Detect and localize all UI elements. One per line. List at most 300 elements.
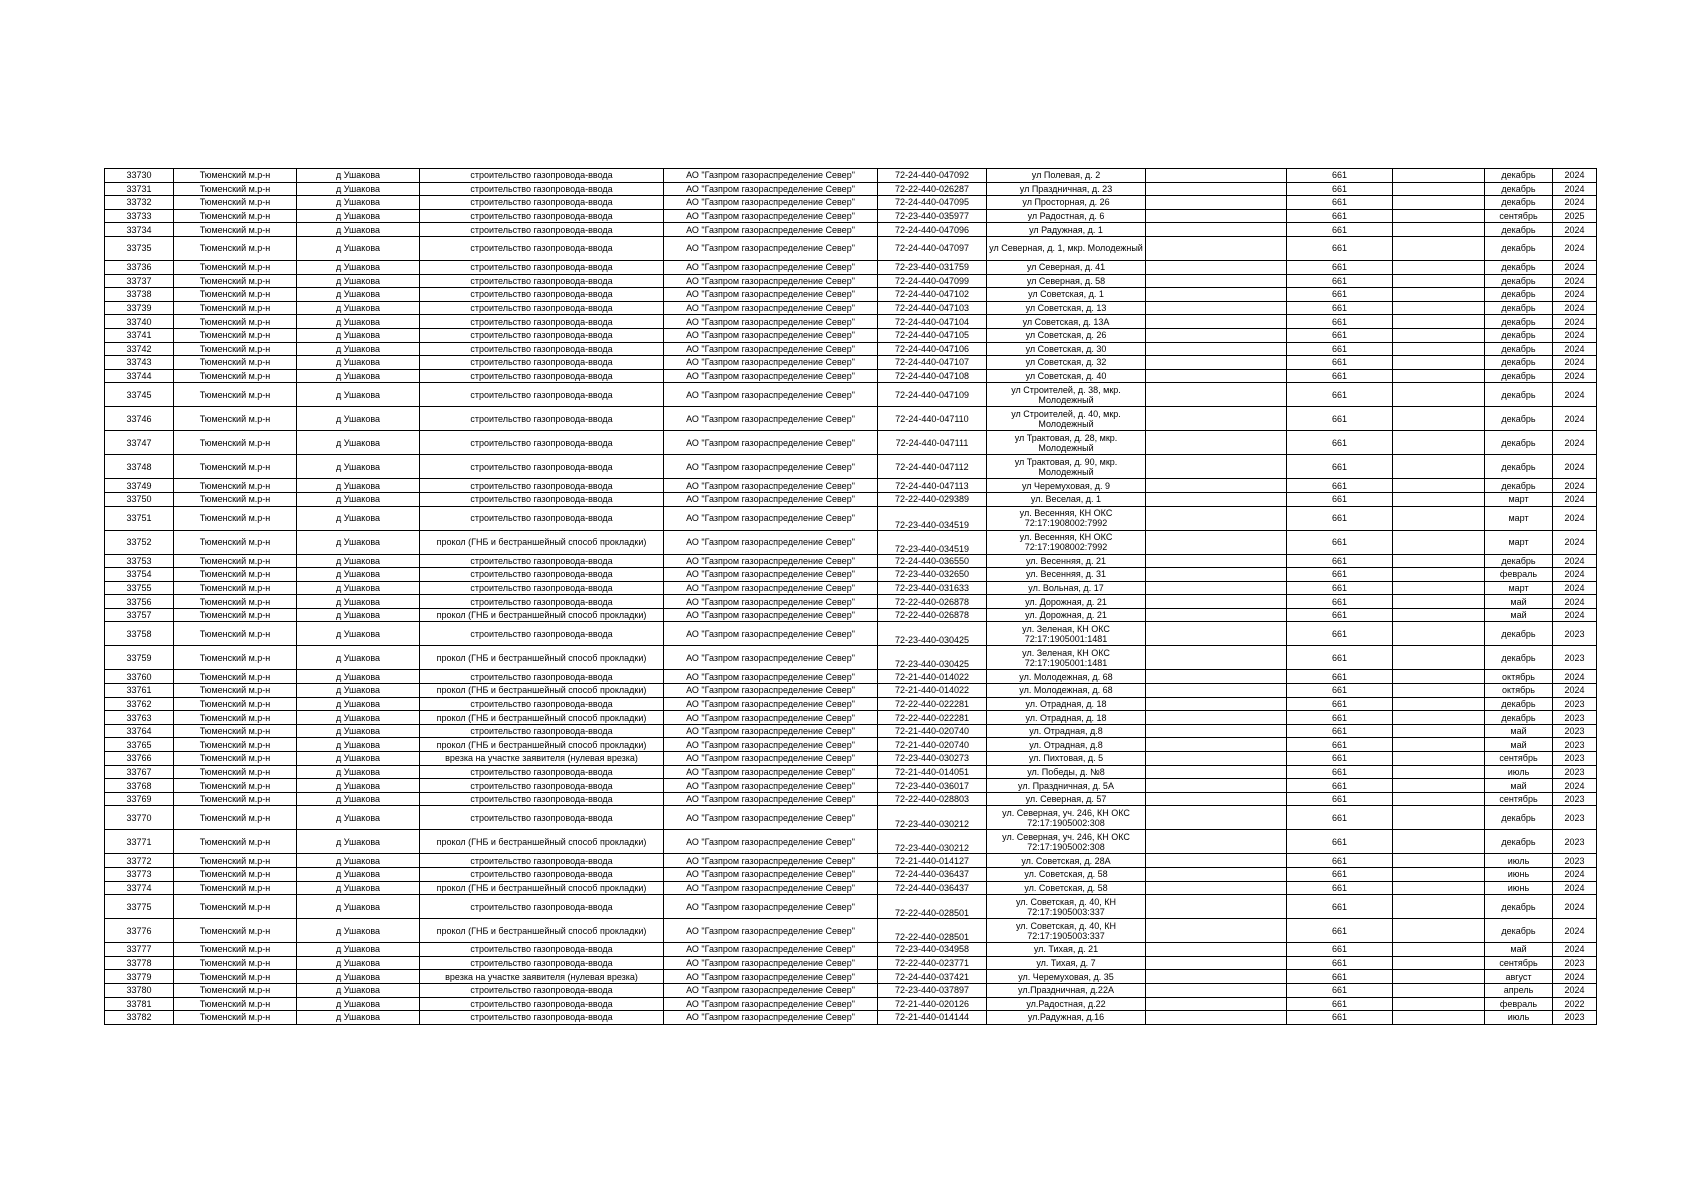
empty-cell [1146,881,1287,895]
cadastral-number-cell: 72-24-440-047102 [878,288,987,302]
empty-cell [1146,506,1287,530]
district-cell: Тюменский м.р-н [174,568,297,582]
table-row [105,868,1597,882]
table-row [105,479,1597,493]
empty-cell [1146,684,1287,698]
work-type-cell: строительство газопровода-ввода [420,383,664,407]
work-type-cell: строительство газопровода-ввода [420,581,664,595]
row-number-cell: 33777 [105,943,174,957]
locality-cell: д Ушакова [297,383,420,407]
empty-cell [1146,752,1287,766]
address-cell: ул. Пихтовая, д. 5 [987,752,1146,766]
month-cell: декабрь [1485,455,1553,479]
cadastral-number-cell: 72-22-440-026878 [878,595,987,609]
table-row [105,646,1597,670]
work-type-cell: строительство газопровода-ввода [420,479,664,493]
organization-cell: АО "Газпром газораспределение Север" [664,455,878,479]
empty-cell [1146,301,1287,315]
district-cell: Тюменский м.р-н [174,752,297,766]
empty-cell [1146,455,1287,479]
row-number-cell: 33764 [105,724,174,738]
year-cell: 2024 [1553,943,1597,957]
row-number-cell: 33740 [105,315,174,329]
code-cell: 661 [1287,554,1393,568]
table-row [105,455,1597,479]
row-number-cell: 33748 [105,455,174,479]
locality-cell: д Ушакова [297,881,420,895]
locality-cell: д Ушакова [297,943,420,957]
organization-cell: АО "Газпром газораспределение Север" [664,301,878,315]
locality-cell: д Ушакова [297,919,420,943]
work-type-cell: строительство газопровода-ввода [420,274,664,288]
empty-cell [1393,407,1485,431]
organization-cell: АО "Газпром газораспределение Север" [664,956,878,970]
empty-cell [1146,568,1287,582]
district-cell: Тюменский м.р-н [174,356,297,370]
year-cell: 2024 [1553,568,1597,582]
locality-cell: д Ушакова [297,956,420,970]
empty-cell [1393,779,1485,793]
code-cell: 661 [1287,274,1393,288]
organization-cell: АО "Газпром газораспределение Север" [664,779,878,793]
district-cell: Тюменский м.р-н [174,997,297,1011]
cadastral-number-cell: 72-22-440-026878 [878,608,987,622]
organization-cell: АО "Газпром газораспределение Север" [664,581,878,595]
cadastral-number-cell: 72-23-440-034958 [878,943,987,957]
work-type-cell: строительство газопровода-ввода [420,983,664,997]
empty-cell [1146,209,1287,223]
month-cell: июль [1485,1011,1553,1025]
row-number-cell: 33762 [105,697,174,711]
address-cell: ул Радостная, д. 6 [987,209,1146,223]
organization-cell: АО "Газпром газораспределение Север" [664,182,878,196]
code-cell: 661 [1287,970,1393,984]
empty-cell [1393,274,1485,288]
locality-cell: д Ушакова [297,895,420,919]
empty-cell [1393,711,1485,725]
organization-cell: АО "Газпром газораспределение Север" [664,274,878,288]
work-type-cell: врезка на участке заявителя (нулевая врезка) [420,752,664,766]
empty-cell [1393,328,1485,342]
code-cell: 661 [1287,315,1393,329]
table-row [105,209,1597,223]
district-cell: Тюменский м.р-н [174,854,297,868]
empty-cell [1146,738,1287,752]
empty-cell [1393,919,1485,943]
cadastral-number-cell: 72-23-440-034519 [878,506,987,530]
locality-cell: д Ушакова [297,670,420,684]
locality-cell: д Ушакова [297,697,420,711]
code-cell: 661 [1287,260,1393,274]
address-cell: ул Советская, д. 13 [987,301,1146,315]
row-number-cell: 33776 [105,919,174,943]
month-cell: декабрь [1485,479,1553,493]
cadastral-number-cell: 72-21-440-020126 [878,997,987,1011]
row-number-cell: 33745 [105,383,174,407]
row-number-cell: 33739 [105,301,174,315]
empty-cell [1393,554,1485,568]
address-cell: ул Праздничная, д. 23 [987,182,1146,196]
empty-cell [1393,792,1485,806]
district-cell: Тюменский м.р-н [174,315,297,329]
table-row [105,506,1597,530]
cadastral-number-cell: 72-23-440-037897 [878,983,987,997]
empty-cell [1146,274,1287,288]
district-cell: Тюменский м.р-н [174,970,297,984]
empty-cell [1393,1011,1485,1025]
month-cell: декабрь [1485,182,1553,196]
address-cell: ул Советская, д. 32 [987,356,1146,370]
month-cell: декабрь [1485,383,1553,407]
locality-cell: д Ушакова [297,854,420,868]
year-cell: 2024 [1553,223,1597,237]
table-row [105,356,1597,370]
district-cell: Тюменский м.р-н [174,369,297,383]
cadastral-number-cell: 72-22-440-026287 [878,182,987,196]
year-cell: 2024 [1553,196,1597,210]
month-cell: май [1485,738,1553,752]
empty-cell [1146,315,1287,329]
organization-cell: АО "Газпром газораспределение Север" [664,492,878,506]
empty-cell [1146,830,1287,854]
empty-cell [1146,724,1287,738]
cadastral-number-cell: 72-21-440-014127 [878,854,987,868]
row-number-cell: 33746 [105,407,174,431]
cadastral-number-cell: 72-24-440-047097 [878,236,987,260]
code-cell: 661 [1287,997,1393,1011]
month-cell: декабрь [1485,315,1553,329]
code-cell: 661 [1287,169,1393,183]
district-cell: Тюменский м.р-н [174,697,297,711]
district-cell: Тюменский м.р-н [174,455,297,479]
locality-cell: д Ушакова [297,608,420,622]
district-cell: Тюменский м.р-н [174,956,297,970]
work-type-cell: строительство газопровода-ввода [420,356,664,370]
cadastral-number-cell: 72-24-440-047092 [878,169,987,183]
district-cell: Тюменский м.р-н [174,169,297,183]
table-row [105,806,1597,830]
code-cell: 661 [1287,581,1393,595]
empty-cell [1146,646,1287,670]
month-cell: октябрь [1485,684,1553,698]
year-cell: 2023 [1553,752,1597,766]
work-type-cell: строительство газопровода-ввода [420,1011,664,1025]
cadastral-number-cell: 72-23-440-031633 [878,581,987,595]
month-cell: июль [1485,854,1553,868]
organization-cell: АО "Газпром газораспределение Север" [664,383,878,407]
year-cell: 2023 [1553,956,1597,970]
table-row [105,724,1597,738]
district-cell: Тюменский м.р-н [174,622,297,646]
district-cell: Тюменский м.р-н [174,288,297,302]
district-cell: Тюменский м.р-н [174,581,297,595]
district-cell: Тюменский м.р-н [174,765,297,779]
row-number-cell: 33755 [105,581,174,595]
empty-cell [1393,608,1485,622]
table-row [105,568,1597,582]
code-cell: 661 [1287,724,1393,738]
month-cell: декабрь [1485,646,1553,670]
month-cell: декабрь [1485,196,1553,210]
address-cell: ул Северная, д. 1, мкр. Молодежный [987,236,1146,260]
address-cell: ул. Дорожная, д. 21 [987,595,1146,609]
organization-cell: АО "Газпром газораспределение Север" [664,169,878,183]
organization-cell: АО "Газпром газораспределение Север" [664,236,878,260]
table-row [105,752,1597,766]
month-cell: декабрь [1485,806,1553,830]
month-cell: декабрь [1485,260,1553,274]
code-cell: 661 [1287,765,1393,779]
locality-cell: д Ушакова [297,684,420,698]
locality-cell: д Ушакова [297,868,420,882]
empty-cell [1146,697,1287,711]
year-cell: 2024 [1553,328,1597,342]
cadastral-number-cell: 72-24-440-047105 [878,328,987,342]
empty-cell [1393,765,1485,779]
empty-cell [1393,431,1485,455]
year-cell: 2024 [1553,779,1597,793]
cadastral-number-cell: 72-24-440-047099 [878,274,987,288]
organization-cell: АО "Газпром газораспределение Север" [664,568,878,582]
table-row [105,738,1597,752]
table-row [105,830,1597,854]
work-type-cell: строительство газопровода-ввода [420,697,664,711]
locality-cell: д Ушакова [297,806,420,830]
month-cell: март [1485,492,1553,506]
organization-cell: АО "Газпром газораспределение Север" [664,554,878,568]
row-number-cell: 33733 [105,209,174,223]
district-cell: Тюменский м.р-н [174,223,297,237]
locality-cell: д Ушакова [297,369,420,383]
work-type-cell: строительство газопровода-ввода [420,724,664,738]
code-cell: 661 [1287,568,1393,582]
empty-cell [1393,315,1485,329]
gas-connection-register-table [104,168,1597,1025]
organization-cell: АО "Газпром газораспределение Север" [664,943,878,957]
work-type-cell: прокол (ГНБ и бестраншейный способ прокладки) [420,738,664,752]
table-row [105,182,1597,196]
address-cell: ул.Радостная, д.22 [987,997,1146,1011]
cadastral-number-cell: 72-24-440-047109 [878,383,987,407]
empty-cell [1393,881,1485,895]
cadastral-number-cell: 72-22-440-023771 [878,956,987,970]
table-row [105,895,1597,919]
cadastral-number-cell: 72-24-440-036437 [878,881,987,895]
address-cell: ул Северная, д. 58 [987,274,1146,288]
cadastral-number-cell: 72-21-440-014022 [878,684,987,698]
work-type-cell: прокол (ГНБ и бестраншейный способ прокладки) [420,881,664,895]
address-cell: ул. Отрадная, д.8 [987,738,1146,752]
work-type-cell: строительство газопровода-ввода [420,895,664,919]
code-cell: 661 [1287,779,1393,793]
table-row [105,530,1597,554]
work-type-cell: строительство газопровода-ввода [420,506,664,530]
month-cell: май [1485,943,1553,957]
locality-cell: д Ушакова [297,530,420,554]
organization-cell: АО "Газпром газораспределение Север" [664,608,878,622]
locality-cell: д Ушакова [297,779,420,793]
empty-cell [1146,997,1287,1011]
district-cell: Тюменский м.р-н [174,383,297,407]
organization-cell: АО "Газпром газораспределение Север" [664,328,878,342]
district-cell: Тюменский м.р-н [174,919,297,943]
district-cell: Тюменский м.р-н [174,274,297,288]
address-cell: ул. Победы, д. №8 [987,765,1146,779]
year-cell: 2024 [1553,274,1597,288]
cadastral-number-cell: 72-24-440-047113 [878,479,987,493]
cadastral-number-cell: 72-21-440-014051 [878,765,987,779]
table-row [105,196,1597,210]
organization-cell: АО "Газпром газораспределение Север" [664,970,878,984]
organization-cell: АО "Газпром газораспределение Север" [664,830,878,854]
table-row [105,711,1597,725]
empty-cell [1146,369,1287,383]
district-cell: Тюменский м.р-н [174,830,297,854]
work-type-cell: прокол (ГНБ и бестраншейный способ прокладки) [420,608,664,622]
locality-cell: д Ушакова [297,738,420,752]
table-row [105,407,1597,431]
month-cell: май [1485,724,1553,738]
year-cell: 2023 [1553,697,1597,711]
table-row [105,260,1597,274]
empty-cell [1393,697,1485,711]
work-type-cell: строительство газопровода-ввода [420,328,664,342]
cadastral-number-cell: 72-22-440-022281 [878,697,987,711]
row-number-cell: 33758 [105,622,174,646]
cadastral-number-cell: 72-21-440-020740 [878,724,987,738]
organization-cell: АО "Газпром газораспределение Север" [664,260,878,274]
register-table-body [105,169,1597,1025]
month-cell: сентябрь [1485,792,1553,806]
row-number-cell: 33763 [105,711,174,725]
locality-cell: д Ушакова [297,196,420,210]
organization-cell: АО "Газпром газораспределение Север" [664,342,878,356]
organization-cell: АО "Газпром газораспределение Север" [664,288,878,302]
empty-cell [1393,868,1485,882]
organization-cell: АО "Газпром газораспределение Север" [664,765,878,779]
row-number-cell: 33756 [105,595,174,609]
year-cell: 2024 [1553,506,1597,530]
table-row [105,608,1597,622]
row-number-cell: 33731 [105,182,174,196]
empty-cell [1393,356,1485,370]
empty-cell [1393,492,1485,506]
empty-cell [1146,223,1287,237]
address-cell: ул Трактовая, д. 90, мкр. Молодежный [987,455,1146,479]
district-cell: Тюменский м.р-н [174,342,297,356]
organization-cell: АО "Газпром газораспределение Север" [664,738,878,752]
row-number-cell: 33735 [105,236,174,260]
cadastral-number-cell: 72-24-440-047108 [878,369,987,383]
code-cell: 661 [1287,407,1393,431]
locality-cell: д Ушакова [297,568,420,582]
month-cell: декабрь [1485,622,1553,646]
table-row [105,223,1597,237]
work-type-cell: строительство газопровода-ввода [420,182,664,196]
row-number-cell: 33778 [105,956,174,970]
table-row [105,169,1597,183]
year-cell: 2023 [1553,738,1597,752]
table-row [105,328,1597,342]
empty-cell [1393,301,1485,315]
month-cell: декабрь [1485,288,1553,302]
year-cell: 2023 [1553,724,1597,738]
table-row [105,919,1597,943]
cadastral-number-cell: 72-24-440-047110 [878,407,987,431]
locality-cell: д Ушакова [297,182,420,196]
locality-cell: д Ушакова [297,792,420,806]
district-cell: Тюменский м.р-н [174,182,297,196]
table-row [105,554,1597,568]
row-number-cell: 33734 [105,223,174,237]
work-type-cell: прокол (ГНБ и бестраншейный способ прокладки) [420,919,664,943]
work-type-cell: строительство газопровода-ввода [420,196,664,210]
year-cell: 2024 [1553,288,1597,302]
district-cell: Тюменский м.р-н [174,792,297,806]
year-cell: 2023 [1553,646,1597,670]
code-cell: 661 [1287,236,1393,260]
table-row [105,369,1597,383]
year-cell: 2024 [1553,383,1597,407]
month-cell: май [1485,595,1553,609]
cadastral-number-cell: 72-24-440-047111 [878,431,987,455]
organization-cell: АО "Газпром газораспределение Север" [664,1011,878,1025]
work-type-cell: строительство газопровода-ввода [420,236,664,260]
empty-cell [1146,581,1287,595]
organization-cell: АО "Газпром газораспределение Север" [664,697,878,711]
address-cell: ул. Весенняя, КН ОКС 72:17:1908002:7992 [987,530,1146,554]
cadastral-number-cell: 72-24-440-047103 [878,301,987,315]
empty-cell [1393,724,1485,738]
address-cell: ул. Дорожная, д. 21 [987,608,1146,622]
district-cell: Тюменский м.р-н [174,983,297,997]
empty-cell [1393,997,1485,1011]
cadastral-number-cell: 72-24-440-036437 [878,868,987,882]
table-row [105,997,1597,1011]
year-cell: 2023 [1553,622,1597,646]
table-row [105,595,1597,609]
work-type-cell: строительство газопровода-ввода [420,956,664,970]
locality-cell: д Ушакова [297,970,420,984]
empty-cell [1146,554,1287,568]
cadastral-number-cell: 72-24-440-037421 [878,970,987,984]
organization-cell: АО "Газпром газораспределение Север" [664,622,878,646]
empty-cell [1146,970,1287,984]
address-cell: ул.Радужная, д.16 [987,1011,1146,1025]
row-number-cell: 33760 [105,670,174,684]
district-cell: Тюменский м.р-н [174,684,297,698]
address-cell: ул. Отрадная, д. 18 [987,711,1146,725]
code-cell: 661 [1287,608,1393,622]
cadastral-number-cell: 72-24-440-047104 [878,315,987,329]
year-cell: 2024 [1553,236,1597,260]
row-number-cell: 33765 [105,738,174,752]
code-cell: 661 [1287,288,1393,302]
month-cell: декабрь [1485,328,1553,342]
cadastral-number-cell: 72-22-440-022281 [878,711,987,725]
table-row [105,970,1597,984]
empty-cell [1146,383,1287,407]
year-cell: 2023 [1553,830,1597,854]
address-cell: ул. Северная, уч. 246, КН ОКС 72:17:1905002:308 [987,830,1146,854]
work-type-cell: строительство газопровода-ввода [420,288,664,302]
locality-cell: д Ушакова [297,492,420,506]
cadastral-number-cell: 72-23-440-030425 [878,646,987,670]
cadastral-number-cell: 72-23-440-030273 [878,752,987,766]
district-cell: Тюменский м.р-н [174,301,297,315]
cadastral-number-cell: 72-24-440-036550 [878,554,987,568]
empty-cell [1393,223,1485,237]
